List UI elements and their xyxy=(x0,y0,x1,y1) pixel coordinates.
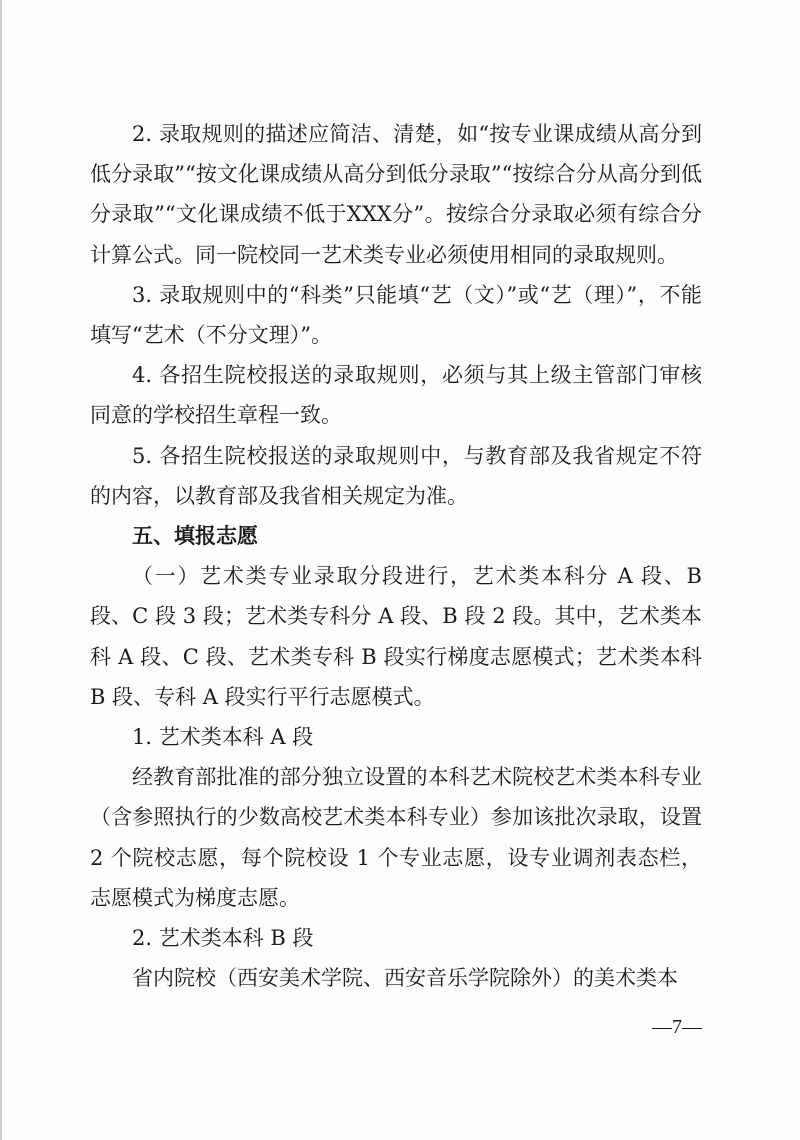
paragraph-subsection-1: （一）艺术类专业录取分段进行，艺术类本科分 A 段、B 段、C 段 3 段；艺术类专科分 A 段、B 段 2 段。其中，艺术类本科 A 段、C 段、艺术类专科 B 段实行梯度志愿模式；艺术类本科 B 段、专科 A 段实行平行志愿模式。 xyxy=(90,564,702,709)
paragraph-art-undergrad-a: 经教育部批准的部分独立设置的本科艺术院校艺术类本科专业（含参照执行的少数高校艺术类本科专业）参加该批次录取，设置 2 个院校志愿，每个院校设 1 个专业志愿，设专业调剂表态栏，志愿模式为梯度志愿。 xyxy=(90,765,702,910)
section-heading-5: 五、填报志愿 xyxy=(132,523,258,549)
paragraph-art-undergrad-b: 省内院校（西安美术学院、西安音乐学院除外）的美术类本 xyxy=(132,966,678,991)
paragraph-rule-2: 2. 录取规则的描述应简洁、清楚，如“按专业课成绩从高分到低分录取”“按文化课成绩从高分到低分录取”“按综合分从高分到低分录取”“文化课成绩不低于XXX分”。按综合分录取必须有综合分计算公式。同一院校同一艺术类专业必须使用相同的录取规则。 xyxy=(90,122,702,267)
subheading-art-undergrad-a: 1. 艺术类本科 A 段 xyxy=(132,725,314,750)
subheading-art-undergrad-b: 2. 艺术类本科 B 段 xyxy=(132,926,314,951)
page-number: —7— xyxy=(652,1016,702,1038)
document-body xyxy=(90,114,702,998)
paragraph-rule-3: 3. 录取规则中的“科类”只能填“艺（文）”或“艺（理）”，不能填写“艺术（不分文理）”。 xyxy=(90,282,702,348)
paragraph-rule-5: 5. 各招生院校报送的录取规则中，与教育部及我省规定不符的内容，以教育部及我省相关规定为准。 xyxy=(90,443,702,508)
paragraph-rule-4: 4. 各招生院校报送的录取规则，必须与其上级主管部门审核同意的学校招生章程一致。 xyxy=(90,363,702,428)
